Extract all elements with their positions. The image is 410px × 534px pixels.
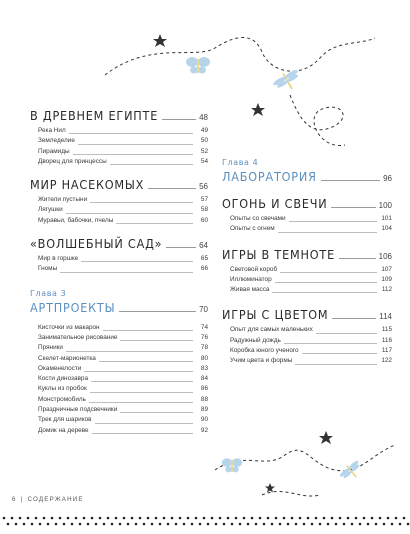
border-dot bbox=[291, 517, 294, 520]
item-label: Опыт для самых маленьких bbox=[230, 326, 313, 334]
border-dot bbox=[255, 523, 258, 526]
border-dot bbox=[95, 523, 98, 526]
leader-line bbox=[91, 381, 193, 382]
border-dot bbox=[347, 517, 350, 520]
dashed-trail-right bbox=[290, 95, 345, 146]
item-label: Муравьи, бабочки, пчелы bbox=[38, 216, 114, 224]
border-dot bbox=[123, 517, 126, 520]
item-page: 92 bbox=[200, 426, 208, 434]
toc-chapter bbox=[222, 158, 392, 184]
item-page: 58 bbox=[200, 206, 208, 214]
border-dot bbox=[315, 517, 318, 520]
border-dot bbox=[119, 523, 122, 526]
star-icon bbox=[251, 103, 265, 116]
toc-item[interactable] bbox=[222, 265, 392, 275]
border-dot bbox=[3, 517, 6, 520]
toc-item[interactable] bbox=[30, 136, 208, 146]
footer-separator: | bbox=[20, 496, 24, 503]
item-page: 66 bbox=[200, 265, 208, 273]
item-page: 83 bbox=[200, 364, 208, 372]
leader-line bbox=[66, 213, 193, 214]
toc-item[interactable] bbox=[30, 395, 208, 405]
leader-line bbox=[103, 330, 193, 331]
toc-section bbox=[30, 108, 208, 167]
border-dot bbox=[331, 517, 334, 520]
border-dot bbox=[167, 523, 170, 526]
leader-line bbox=[99, 361, 193, 362]
item-page: 112 bbox=[381, 286, 392, 294]
border-dot bbox=[379, 517, 382, 520]
leader-line bbox=[278, 232, 377, 233]
toc-item[interactable] bbox=[30, 374, 208, 384]
leader-line bbox=[272, 292, 377, 293]
chapter-page: 96 bbox=[383, 174, 392, 183]
border-dot bbox=[259, 517, 262, 520]
border-dot bbox=[375, 523, 378, 526]
border-dot bbox=[283, 517, 286, 520]
border-dot bbox=[395, 517, 398, 520]
toc-section bbox=[222, 307, 392, 366]
border-dot bbox=[79, 523, 82, 526]
border-dot bbox=[55, 523, 58, 526]
leader-line bbox=[95, 423, 193, 424]
item-label: Река Нил bbox=[38, 127, 66, 134]
item-page: 88 bbox=[200, 395, 208, 403]
item-label: Занимательное рисование bbox=[38, 333, 118, 341]
chapter-page: 70 bbox=[199, 304, 208, 314]
toc-item[interactable] bbox=[30, 254, 208, 264]
chapter-title: АРТПРОЕКТЫ bbox=[30, 299, 116, 315]
border-dot bbox=[39, 523, 42, 526]
border-dot bbox=[71, 523, 74, 526]
item-label: Дворец для принцессы bbox=[38, 157, 107, 165]
item-label: Кости динозавра bbox=[38, 375, 89, 383]
section-page: 106 bbox=[378, 251, 392, 261]
leader-line bbox=[280, 272, 377, 273]
border-dot bbox=[335, 523, 338, 526]
item-label: Скелет-марионетка bbox=[38, 354, 96, 362]
border-dot bbox=[147, 517, 150, 520]
footer-label: СОДЕРЖАНИЕ bbox=[27, 496, 84, 503]
toc-item[interactable] bbox=[30, 426, 208, 436]
item-label: Кисточки из макарон bbox=[38, 323, 100, 331]
border-dot bbox=[399, 523, 402, 526]
leader-line bbox=[284, 343, 377, 344]
toc-item[interactable] bbox=[30, 264, 208, 274]
item-label: Лягушки bbox=[38, 206, 63, 214]
leader-line bbox=[60, 272, 193, 273]
leader-line bbox=[295, 364, 377, 365]
toc-item[interactable] bbox=[222, 325, 392, 335]
border-dot bbox=[19, 517, 22, 520]
leader-line bbox=[78, 144, 193, 145]
border-dot bbox=[155, 517, 158, 520]
section-title: «ВОЛШЕБНЫЙ САД» bbox=[30, 236, 163, 252]
leader-line bbox=[162, 119, 196, 120]
dashed-trail-bottom-2 bbox=[262, 491, 320, 496]
border-dot bbox=[131, 517, 134, 520]
section-page: 56 bbox=[199, 182, 208, 192]
border-dot bbox=[59, 517, 62, 520]
item-label: Пряники bbox=[38, 344, 64, 352]
leader-line bbox=[119, 311, 196, 312]
border-dot bbox=[35, 517, 38, 520]
dot-border bbox=[0, 514, 410, 528]
toc-item[interactable] bbox=[222, 275, 392, 285]
toc-item[interactable] bbox=[30, 205, 208, 215]
border-dot bbox=[199, 523, 202, 526]
border-dot bbox=[351, 523, 354, 526]
border-dot bbox=[107, 517, 110, 520]
item-page: 57 bbox=[200, 196, 208, 204]
border-dot bbox=[203, 517, 206, 520]
item-page: 54 bbox=[200, 157, 208, 165]
border-dot bbox=[307, 517, 310, 520]
border-dot bbox=[303, 523, 306, 526]
item-page: 76 bbox=[200, 333, 208, 341]
border-dot bbox=[179, 517, 182, 520]
border-dot bbox=[371, 517, 374, 520]
item-label: Трек для шариков bbox=[38, 416, 92, 424]
border-dot bbox=[407, 523, 410, 526]
item-page: 122 bbox=[381, 357, 392, 365]
star-icon bbox=[153, 34, 167, 47]
border-dot bbox=[67, 517, 70, 520]
page-number: 6 bbox=[12, 496, 17, 503]
border-dot bbox=[115, 517, 118, 520]
leader-line bbox=[90, 392, 193, 393]
border-dot bbox=[15, 523, 18, 526]
toc-item[interactable] bbox=[30, 147, 208, 157]
section-heading[interactable] bbox=[222, 307, 392, 322]
border-dot bbox=[191, 523, 194, 526]
section-heading[interactable] bbox=[222, 196, 392, 211]
item-label: Мир в горшке bbox=[38, 255, 79, 263]
border-dot bbox=[403, 517, 406, 520]
item-label: Жители пустыни bbox=[38, 196, 88, 204]
leader-line bbox=[73, 154, 193, 155]
toc-item[interactable] bbox=[222, 224, 392, 234]
item-label: Домик на дереве bbox=[38, 426, 89, 434]
section-heading[interactable] bbox=[30, 108, 208, 123]
item-page: 101 bbox=[381, 215, 392, 222]
border-dot bbox=[383, 523, 386, 526]
chapter-heading[interactable] bbox=[30, 300, 208, 315]
toc-item[interactable] bbox=[30, 364, 208, 374]
border-dot bbox=[175, 523, 178, 526]
border-dot bbox=[7, 523, 10, 526]
border-dot bbox=[63, 523, 66, 526]
border-dot bbox=[339, 517, 342, 520]
border-dot bbox=[43, 517, 46, 520]
border-dot bbox=[187, 517, 190, 520]
dashed-trail-top bbox=[105, 37, 375, 75]
item-label: Иллюминатор bbox=[230, 275, 272, 283]
section-heading[interactable] bbox=[30, 236, 208, 251]
leader-line bbox=[331, 207, 375, 208]
item-page: 60 bbox=[200, 216, 208, 224]
item-page: 65 bbox=[200, 255, 208, 263]
border-dot bbox=[251, 517, 254, 520]
item-page: 74 bbox=[200, 323, 208, 331]
item-label: Монстромобиль bbox=[38, 395, 86, 403]
item-label: Пирамиды bbox=[38, 147, 70, 155]
item-label: Земледелие bbox=[38, 137, 75, 145]
border-dot bbox=[243, 517, 246, 520]
border-dot bbox=[287, 523, 290, 526]
item-label: Гномы bbox=[38, 265, 58, 273]
border-dot bbox=[183, 523, 186, 526]
border-dot bbox=[299, 517, 302, 520]
item-page: 107 bbox=[381, 265, 392, 273]
leader-line bbox=[110, 164, 193, 165]
border-dot bbox=[323, 517, 326, 520]
toc-item[interactable] bbox=[222, 285, 392, 295]
border-dot bbox=[311, 523, 314, 526]
border-dot bbox=[239, 523, 242, 526]
toc-item[interactable] bbox=[30, 157, 208, 167]
item-label: Световой короб bbox=[230, 265, 278, 273]
item-page: 89 bbox=[200, 406, 208, 414]
border-dot bbox=[279, 523, 282, 526]
item-page: 84 bbox=[200, 375, 208, 383]
border-dot bbox=[359, 523, 362, 526]
section-title: В ДРЕВНЕМ ЕГИПТЕ bbox=[30, 108, 159, 123]
toc-item[interactable] bbox=[30, 415, 208, 425]
toc-item[interactable] bbox=[222, 336, 392, 346]
border-dot bbox=[343, 523, 346, 526]
leader-line bbox=[316, 333, 377, 334]
item-page: 80 bbox=[200, 354, 208, 362]
border-dot bbox=[295, 523, 298, 526]
toc-item[interactable] bbox=[222, 356, 392, 366]
border-dot bbox=[319, 523, 322, 526]
section-title: ИГРЫ С ЦВЕТОМ bbox=[222, 307, 329, 323]
chapter-heading[interactable] bbox=[222, 169, 392, 184]
item-label: Коробка юного ученого bbox=[230, 347, 299, 355]
border-dot bbox=[327, 523, 330, 526]
leader-line bbox=[289, 221, 377, 222]
item-page: 109 bbox=[381, 275, 392, 283]
border-dot bbox=[223, 523, 226, 526]
border-dot bbox=[263, 523, 266, 526]
section-title: ИГРЫ В ТЕМНОТЕ bbox=[222, 246, 335, 262]
leader-line bbox=[84, 371, 193, 372]
border-dot bbox=[271, 523, 274, 526]
leader-line bbox=[275, 282, 377, 283]
border-dot bbox=[267, 517, 270, 520]
chapter-label: Глава 4 bbox=[222, 158, 259, 167]
border-dot bbox=[247, 523, 250, 526]
dashed-trail-bottom bbox=[215, 445, 395, 471]
section-title: МИР НАСЕКОМЫХ bbox=[30, 177, 145, 193]
border-dot bbox=[111, 523, 114, 526]
page-footer bbox=[12, 496, 84, 503]
border-dot bbox=[215, 523, 218, 526]
butterfly-icon bbox=[186, 57, 210, 74]
star-icon bbox=[265, 483, 275, 493]
border-dot bbox=[219, 517, 222, 520]
border-dot bbox=[207, 523, 210, 526]
border-dot bbox=[27, 517, 30, 520]
leader-line bbox=[81, 261, 193, 262]
section-heading[interactable] bbox=[30, 177, 208, 192]
toc-chapter bbox=[30, 289, 208, 436]
leader-line bbox=[69, 133, 193, 134]
toc-item[interactable] bbox=[30, 195, 208, 205]
item-page: 90 bbox=[200, 416, 208, 424]
item-label: Окаменелости bbox=[38, 364, 82, 372]
dragonfly-icon bbox=[271, 66, 304, 96]
item-page: 49 bbox=[200, 127, 208, 134]
toc-item[interactable] bbox=[30, 405, 208, 415]
border-dot bbox=[363, 517, 366, 520]
border-dot bbox=[159, 523, 162, 526]
border-dot bbox=[47, 523, 50, 526]
border-dot bbox=[227, 517, 230, 520]
toc-section bbox=[222, 196, 392, 235]
border-dot bbox=[211, 517, 214, 520]
leader-line bbox=[166, 247, 196, 248]
item-label: Праздничные подсвечники bbox=[38, 406, 118, 414]
section-page: 48 bbox=[199, 113, 208, 122]
toc-item[interactable] bbox=[30, 384, 208, 394]
border-dot bbox=[275, 517, 278, 520]
item-page: 86 bbox=[200, 385, 208, 393]
border-dot bbox=[87, 523, 90, 526]
leader-line bbox=[116, 223, 193, 224]
leader-line bbox=[339, 258, 376, 259]
toc-item[interactable] bbox=[30, 323, 208, 333]
chapter-title: ЛАБОРАТОРИЯ bbox=[222, 169, 317, 184]
leader-line bbox=[332, 318, 376, 319]
section-title: ОГОНЬ И СВЕЧИ bbox=[222, 196, 328, 211]
section-page: 100 bbox=[378, 201, 392, 210]
toc-left-column bbox=[30, 108, 208, 436]
border-dot bbox=[195, 517, 198, 520]
toc-item[interactable] bbox=[222, 214, 392, 224]
border-dot bbox=[99, 517, 102, 520]
border-dot bbox=[391, 523, 394, 526]
leader-line bbox=[120, 340, 193, 341]
butterfly-icon bbox=[222, 458, 242, 472]
item-label: Учим цвета и формы bbox=[230, 357, 293, 365]
dragonfly-icon bbox=[337, 458, 365, 485]
toc-section bbox=[30, 177, 208, 226]
border-dot bbox=[235, 517, 238, 520]
toc-item[interactable] bbox=[30, 126, 208, 136]
item-page: 78 bbox=[200, 344, 208, 352]
item-page: 116 bbox=[381, 336, 392, 344]
leader-line bbox=[92, 433, 193, 434]
leader-line bbox=[120, 412, 193, 413]
border-dot bbox=[11, 517, 14, 520]
border-dot bbox=[171, 517, 174, 520]
border-dot bbox=[75, 517, 78, 520]
section-page: 64 bbox=[199, 241, 208, 251]
toc-item[interactable] bbox=[30, 343, 208, 353]
chapter-label: Глава 3 bbox=[30, 288, 67, 298]
leader-line bbox=[89, 402, 193, 403]
item-page: 50 bbox=[200, 137, 208, 145]
item-label: Радужный дождь bbox=[230, 336, 281, 344]
item-page: 104 bbox=[381, 225, 392, 233]
border-dot bbox=[23, 523, 26, 526]
border-dot bbox=[139, 517, 142, 520]
border-dot bbox=[151, 523, 154, 526]
toc-section bbox=[30, 236, 208, 275]
item-label: Куклы из пробок bbox=[38, 385, 87, 393]
item-label: Опыты с огнем bbox=[230, 225, 275, 233]
item-page: 52 bbox=[200, 147, 208, 155]
leader-line bbox=[66, 351, 193, 352]
toc-right-column bbox=[222, 158, 392, 367]
border-dot bbox=[83, 517, 86, 520]
border-dot bbox=[135, 523, 138, 526]
leader-line bbox=[321, 180, 380, 181]
item-label: Опыты со свечами bbox=[230, 215, 286, 222]
border-dot bbox=[51, 517, 54, 520]
border-dot bbox=[355, 517, 358, 520]
border-dot bbox=[163, 517, 166, 520]
toc-item[interactable] bbox=[30, 216, 208, 226]
toc-item[interactable] bbox=[222, 346, 392, 356]
leader-line bbox=[302, 353, 377, 354]
border-dot bbox=[127, 523, 130, 526]
border-dot bbox=[103, 523, 106, 526]
border-dot bbox=[367, 523, 370, 526]
border-dot bbox=[91, 517, 94, 520]
border-dot bbox=[143, 523, 146, 526]
leader-line bbox=[90, 202, 193, 203]
item-page: 117 bbox=[381, 347, 392, 355]
section-page: 114 bbox=[379, 312, 392, 322]
toc-section bbox=[222, 247, 392, 296]
leader-line bbox=[148, 188, 196, 189]
border-dot bbox=[387, 517, 390, 520]
section-heading[interactable] bbox=[222, 247, 392, 262]
item-label: Живая масса bbox=[230, 286, 270, 294]
border-dot bbox=[231, 523, 234, 526]
item-page: 115 bbox=[381, 326, 392, 334]
toc-item[interactable] bbox=[30, 333, 208, 343]
star-icon bbox=[319, 431, 333, 444]
border-dot bbox=[31, 523, 34, 526]
toc-item[interactable] bbox=[30, 354, 208, 364]
